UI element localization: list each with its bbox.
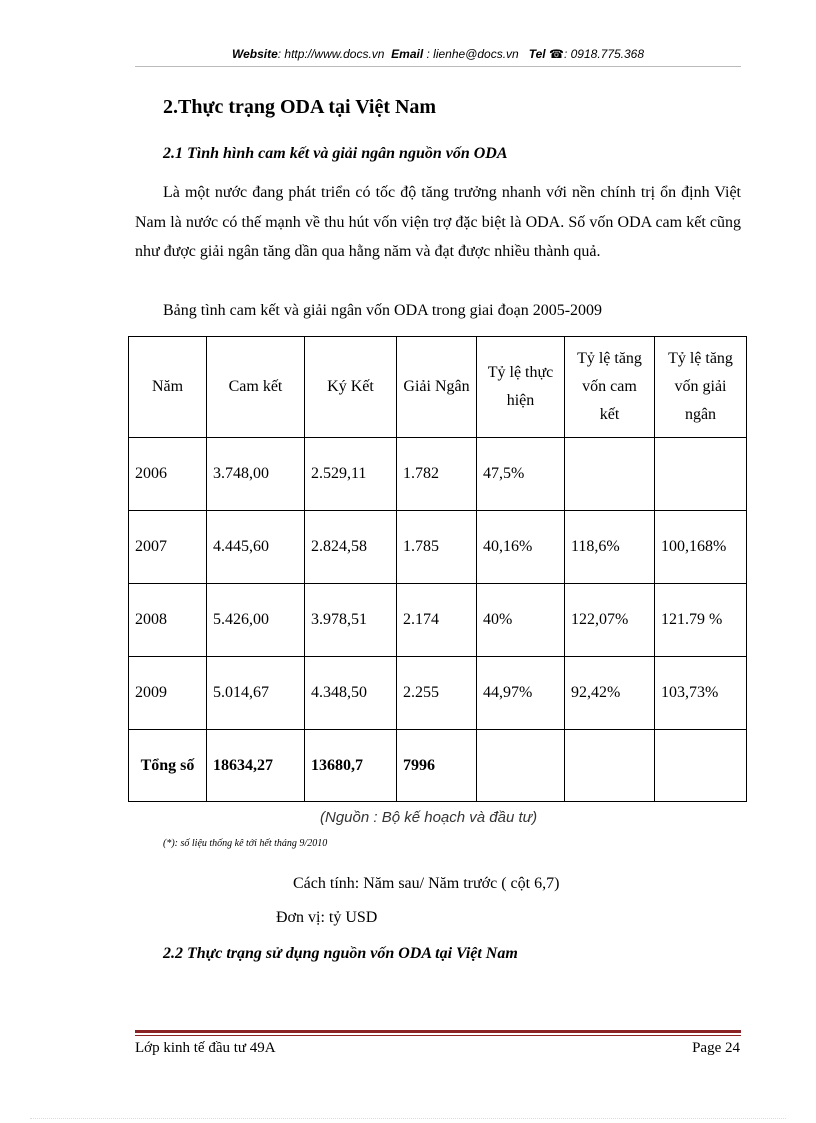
cell-giai-ngan: 1.785	[397, 511, 477, 584]
cell-cam-ket: 3.748,00	[207, 438, 305, 511]
page-bottom-border	[30, 1118, 786, 1119]
table-source: (Nguồn : Bộ kế hoạch và đầu tư)	[320, 809, 538, 826]
cell-ty-le-thuc-hien: 40,16%	[477, 511, 565, 584]
cell-total-giai-ngan: 7996	[397, 730, 477, 802]
cell-ky-ket: 3.978,51	[305, 584, 397, 657]
cell-year: 2006	[129, 438, 207, 511]
cell-ty-le-tang-giai-ngan: 100,168%	[655, 511, 747, 584]
col-header-ty-le-tang-cam-ket: Tỷ lệ tăng vốn cam kết	[565, 337, 655, 438]
cell-giai-ngan: 2.174	[397, 584, 477, 657]
subsection-heading-2-1: 2.1 Tình hình cam kết và giải ngân nguồn vốn ODA	[163, 145, 508, 162]
cell-total-ty-le-tang-cam-ket	[565, 730, 655, 802]
cell-ty-le-tang-cam-ket: 122,07%	[565, 584, 655, 657]
cell-total-ty-le-tang-giai-ngan	[655, 730, 747, 802]
table-row	[129, 657, 747, 730]
table-footnote: (*): số liệu thống kê tới hết tháng 9/2010	[163, 838, 328, 849]
oda-table	[128, 336, 747, 802]
cell-total-cam-ket: 18634,27	[207, 730, 305, 802]
cell-ty-le-thuc-hien: 44,97%	[477, 657, 565, 730]
email-label: Email	[391, 47, 424, 61]
cell-total-ky-ket: 13680,7	[305, 730, 397, 802]
footer-divider-thick	[135, 1030, 741, 1033]
page-header	[135, 47, 741, 67]
cell-ty-le-thuc-hien: 47,5%	[477, 438, 565, 511]
cell-year: 2008	[129, 584, 207, 657]
cell-cam-ket: 5.014,67	[207, 657, 305, 730]
table-row	[129, 511, 747, 584]
cell-ty-le-tang-cam-ket: 118,6%	[565, 511, 655, 584]
phone-icon: ☎	[549, 47, 564, 61]
cell-cam-ket: 5.426,00	[207, 584, 305, 657]
footer-divider-thin	[135, 1035, 741, 1036]
cell-ty-le-tang-giai-ngan: 103,73%	[655, 657, 747, 730]
cell-ky-ket: 2.824,58	[305, 511, 397, 584]
unit-note: Đơn vị: tỷ USD	[276, 909, 378, 926]
table-row	[129, 584, 747, 657]
col-header-ty-le-thuc-hien: Tỷ lệ thực hiện	[477, 337, 565, 438]
tel-label: Tel	[528, 47, 546, 61]
subsection-heading-2-2: 2.2 Thực trạng sử dụng nguồn vốn ODA tại Việt Nam	[163, 945, 518, 962]
section-heading: 2.Thực trạng ODA tại Việt Nam	[163, 96, 437, 118]
cell-ky-ket: 4.348,50	[305, 657, 397, 730]
calculation-method: Cách tính: Năm sau/ Năm trước ( cột 6,7)	[293, 875, 560, 892]
website-label: Website	[231, 47, 278, 61]
cell-ty-le-tang-giai-ngan	[655, 438, 747, 511]
table-row	[129, 438, 747, 511]
cell-giai-ngan: 1.782	[397, 438, 477, 511]
col-header-ky-ket: Ký Kết	[305, 337, 397, 438]
cell-ty-le-tang-giai-ngan: 121.79 %	[655, 584, 747, 657]
email-value: : lienhe@docs.vn	[423, 47, 519, 61]
tel-value: : 0918.775.368	[563, 47, 645, 61]
cell-ty-le-tang-cam-ket: 92,42%	[565, 657, 655, 730]
cell-cam-ket: 4.445,60	[207, 511, 305, 584]
col-header-cam-ket: Cam kết	[207, 337, 305, 438]
table-caption: Bảng tình cam kết và giải ngân vốn ODA trong giai đoạn 2005-2009	[163, 302, 603, 319]
col-header-ty-le-tang-giai-ngan: Tỷ lệ tăng vốn giải ngân	[655, 337, 747, 438]
intro-paragraph-text: Là một nước đang phát triển có tốc độ tăng trưởng nhanh với nền chính trị ổn định Việt Nam là nước có thế mạnh về thu hút vốn viện trợ đặc biệt là ODA. Số vốn ODA cam kết cũng như được giải ngân tăng dần qua hằng năm và đạt được nhiều thành quả.	[135, 184, 741, 260]
cell-year: 2007	[129, 511, 207, 584]
cell-ty-le-thuc-hien: 40%	[477, 584, 565, 657]
website-value: : http://www.docs.vn	[277, 47, 385, 61]
col-header-nam: Năm	[129, 337, 207, 438]
col-header-giai-ngan: Giải Ngân	[397, 337, 477, 438]
cell-ky-ket: 2.529,11	[305, 438, 397, 511]
cell-total-label: Tổng số	[129, 730, 207, 802]
page-number: Page 24	[692, 1040, 740, 1056]
table-total-row	[129, 730, 747, 802]
cell-giai-ngan: 2.255	[397, 657, 477, 730]
cell-ty-le-tang-cam-ket	[565, 438, 655, 511]
header-divider	[135, 66, 741, 67]
footer-class-name: Lớp kinh tế đầu tư 49A	[135, 1040, 276, 1056]
cell-total-ty-le-thuc-hien	[477, 730, 565, 802]
cell-year: 2009	[129, 657, 207, 730]
intro-paragraph	[135, 178, 741, 267]
table-header-row	[129, 337, 747, 438]
